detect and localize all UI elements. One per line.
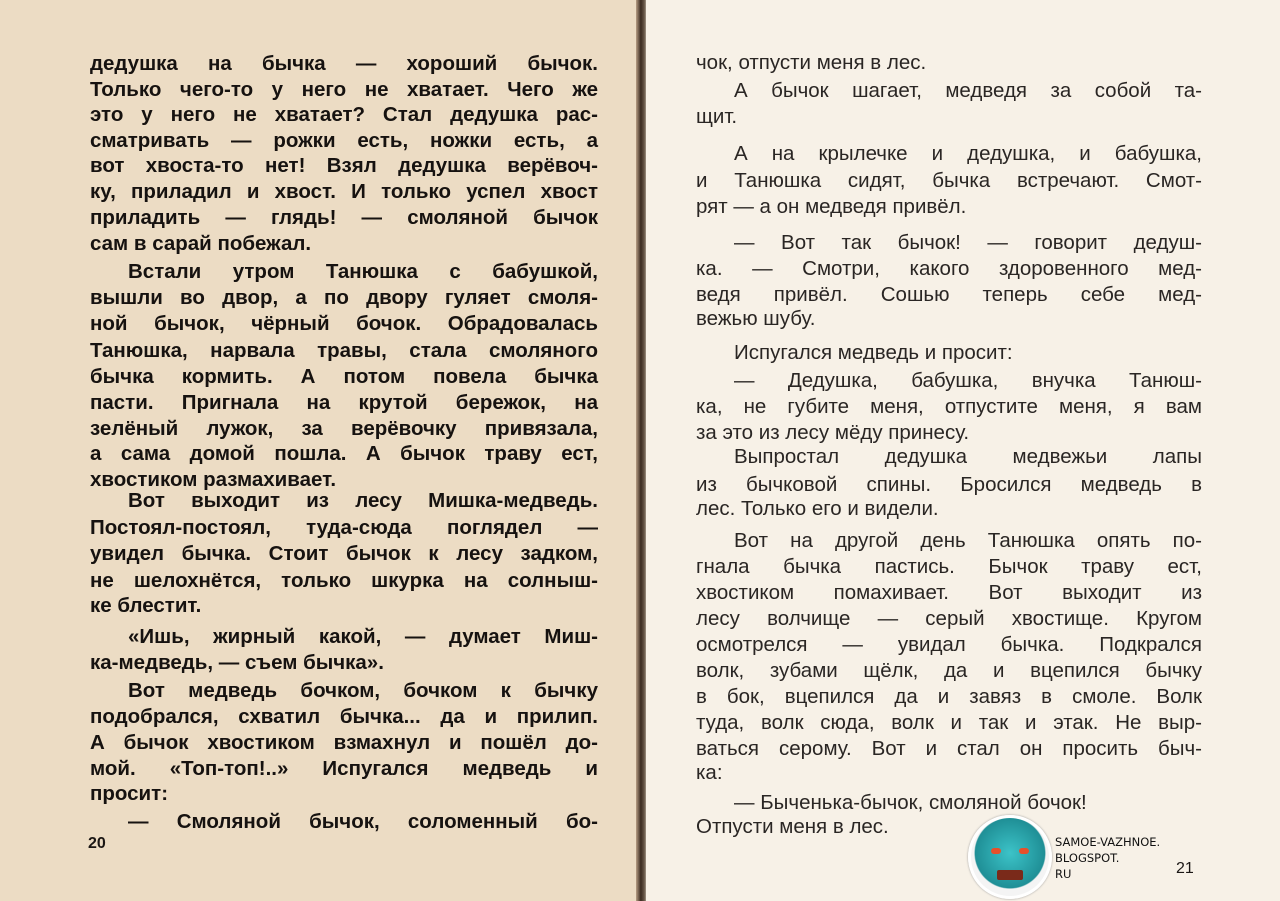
blog-watermark <box>1055 834 1160 882</box>
text-line: Постоял-постоял, туда-сюда поглядел — <box>90 516 598 539</box>
text-line: гнала бычка пастись. Бычок траву ест, <box>696 555 1202 578</box>
text-line: — Вот так бычок! — говорит дедуш- <box>734 231 1202 254</box>
text-line: из бычковой спины. Бросился медведь в <box>696 473 1202 496</box>
page-number-left: 20 <box>88 835 106 852</box>
text-line: Испугался медведь и просит: <box>734 341 1013 364</box>
text-line: мой. «Топ-топ!..» Испугался медведь и <box>90 757 598 780</box>
text-line: ваться серому. Вот и стал он просить быч- <box>696 737 1202 760</box>
text-line: сматривать — рожки есть, ножки есть, а <box>90 129 598 152</box>
text-line: зелёный лужок, за верёвочку привязала, <box>90 417 598 440</box>
text-line: чок, отпусти меня в лес. <box>696 51 927 74</box>
text-line: Танюшка, нарвала травы, стала смоляного <box>90 339 598 362</box>
text-line: — Быченька-бычок, смоляной бочок! <box>734 791 1087 814</box>
text-line: лесу волчище — серый хвостище. Кругом <box>696 607 1202 630</box>
text-line: А бычок хвостиком взмахнул и пошёл до- <box>90 731 598 754</box>
text-line: это у него не хватает? Стал дедушка рас- <box>90 103 598 126</box>
text-line: ку, приладил и хвост. И только успел хвост <box>90 180 598 203</box>
text-line: щит. <box>696 105 738 128</box>
text-line: ке блестит. <box>90 594 202 617</box>
text-line: сам в сарай побежал. <box>90 232 312 255</box>
text-line: вежью шубу. <box>696 307 816 330</box>
text-line: пасти. Пригнала на крутой бережок, на <box>90 391 598 414</box>
text-line: Отпусти меня в лес. <box>696 815 889 838</box>
text-line: туда, волк сюда, волк и так и этак. Не выр- <box>696 711 1202 734</box>
text-line: хвостиком помахивает. Вот выходит из <box>696 581 1202 604</box>
text-line: просит: <box>90 782 169 805</box>
text-line: не шелохнётся, только шкурка на солныш- <box>90 569 598 592</box>
text-line: вот хвоста-то нет! Взял дедушка верёвоч- <box>90 154 598 177</box>
text-line: «Ишь, жирный какой, — думает Миш- <box>128 625 598 648</box>
text-line: ведя привёл. Сошью теперь себе мед- <box>696 283 1202 306</box>
text-line: рят — а он медведя привёл. <box>696 195 967 218</box>
text-line: дедушка на бычка — хороший бычок. <box>90 52 598 75</box>
text-line: — Смоляной бычок, соломенный бо- <box>128 810 598 833</box>
text-line: ной бычок, чёрный бочок. Обрадовалась <box>90 312 598 335</box>
text-line: — Дедушка, бабушка, внучка Танюш- <box>734 369 1202 392</box>
text-line: ка, не губите меня, отпустите меня, я вам <box>696 395 1202 418</box>
text-line: волк, зубами щёлк, да и вцепился бычку <box>696 659 1202 682</box>
text-line: бычка кормить. А потом повела бычка <box>90 365 598 388</box>
text-line: в бок, вцепился да и завяз в смоле. Волк <box>696 685 1202 708</box>
text-line: ка: <box>696 761 723 784</box>
text-line: Выпростал дедушка медвежьи лапы <box>734 445 1202 468</box>
robot-logo-icon <box>968 815 1052 899</box>
right-page <box>646 0 1280 901</box>
text-line: Встали утром Танюшка с бабушкой, <box>128 260 598 283</box>
text-line: и Танюшка сидят, бычка встречают. Смот- <box>696 169 1202 192</box>
text-line: приладить — глядь! — смоляной бычок <box>90 206 598 229</box>
text-line: Вот медведь бочком, бочком к бычку <box>128 679 598 702</box>
text-line: Только чего-то у него не хватает. Чего же <box>90 78 598 101</box>
text-line: вышли во двор, а по двору гуляет смоля- <box>90 286 598 309</box>
text-line: лес. Только его и видели. <box>696 497 939 520</box>
text-line: увидел бычка. Стоит бычок к лесу задком, <box>90 542 598 565</box>
text-line: подобрался, схватил бычка... да и прилип. <box>90 705 598 728</box>
watermark-line: BLOGSPOT. <box>1055 851 1120 865</box>
text-line: А на крылечке и дедушка, и бабушка, <box>734 142 1202 165</box>
text-line: осмотрелся — увидал бычка. Подкрался <box>696 633 1202 656</box>
text-line: за это из лесу мёду принесу. <box>696 421 970 444</box>
text-line: Вот на другой день Танюшка опять по- <box>734 529 1202 552</box>
watermark-line: RU <box>1055 867 1072 881</box>
text-line: ка. — Смотри, какого здоровенного мед- <box>696 257 1202 280</box>
text-line: Вот выходит из лесу Мишка-медведь. <box>128 489 598 512</box>
text-line: а сама домой пошла. А бычок траву ест, <box>90 442 598 465</box>
text-line: хвостиком размахивает. <box>90 468 337 491</box>
page-number-right: 21 <box>1176 860 1194 877</box>
text-line: А бычок шагает, медведя за собой та- <box>734 79 1202 102</box>
text-line: ка-медведь, — съем бычка». <box>90 651 384 674</box>
watermark-line: SAMOE-VAZHNOE. <box>1055 835 1161 849</box>
